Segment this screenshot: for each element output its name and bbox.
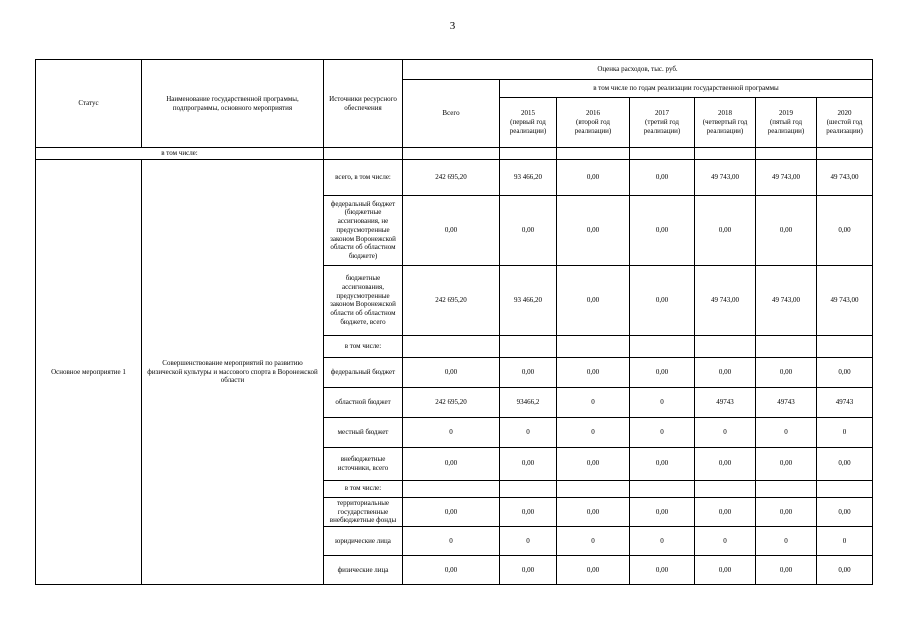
status-cell: Основное мероприятие 1 — [36, 159, 142, 584]
source-cell: местный бюджет — [324, 417, 403, 447]
header-year-label: (третий год реализации) — [643, 118, 681, 135]
source-cell: юридические лица — [324, 527, 403, 556]
header-year-number: 2018 — [718, 109, 732, 118]
year-value-cell: 0,00 — [756, 447, 817, 480]
year-value-cell: 0 — [695, 417, 756, 447]
in-total-row — [36, 148, 873, 160]
total-value-cell — [403, 480, 500, 497]
year-value-cell: 0,00 — [630, 357, 695, 387]
year-value-cell: 49 743,00 — [817, 265, 873, 335]
year-value-cell: 49743 — [695, 387, 756, 417]
source-cell: бюджетные ассигнования, предусмотренные законом Воронежской области об областном бюджете, всего — [324, 265, 403, 335]
source-cell: всего, в том числе: — [324, 159, 403, 195]
year-value-cell: 0,00 — [557, 357, 630, 387]
source-cell: в том числе: — [324, 335, 403, 357]
year-value-cell — [500, 335, 557, 357]
year-value-cell: 0 — [557, 387, 630, 417]
year-value-cell: 0,00 — [630, 447, 695, 480]
header-year-label: (шестой год реализации) — [826, 118, 863, 135]
year-value-cell: 0,00 — [630, 159, 695, 195]
year-value-cell — [557, 480, 630, 497]
total-value-cell: 242 695,20 — [403, 159, 500, 195]
year-value-cell: 0 — [817, 527, 873, 556]
header-year-2020 — [817, 98, 873, 148]
year-value-cell: 0 — [695, 527, 756, 556]
year-value-cell: 93466,2 — [500, 387, 557, 417]
year-value-cell: 0 — [817, 417, 873, 447]
year-value-cell: 0,00 — [756, 497, 817, 526]
header-year-label: (первый год реализации) — [509, 118, 547, 135]
year-value-cell: 0,00 — [695, 556, 756, 585]
header-program-name: Наименование государственной программы, подпрограммы, основного мероприятия — [142, 60, 324, 148]
header-by-years: в том числе по годам реализации государственной программы — [500, 80, 873, 98]
year-value-cell — [500, 480, 557, 497]
table-body — [36, 60, 873, 585]
year-value-cell: 0,00 — [500, 447, 557, 480]
header-year-label: (четвертый год реализации) — [702, 118, 748, 135]
year-value-cell: 93 466,20 — [500, 265, 557, 335]
year-value-cell: 0,00 — [557, 265, 630, 335]
year-value-cell: 0,00 — [557, 497, 630, 526]
source-cell: территориальные государственные внебюджетные фонды — [324, 497, 403, 526]
header-year-2017 — [630, 98, 695, 148]
year-value-cell: 0,00 — [500, 556, 557, 585]
header-year-2019 — [756, 98, 817, 148]
header-sources: Источники ресурсного обеспечения — [324, 60, 403, 148]
year-value-cell: 0,00 — [695, 357, 756, 387]
year-value-cell — [817, 480, 873, 497]
year-value-cell: 0,00 — [695, 447, 756, 480]
year-value-cell: 0 — [630, 527, 695, 556]
total-value-cell: 0,00 — [403, 556, 500, 585]
header-year-number: 2019 — [779, 109, 793, 118]
year-value-cell: 0,00 — [630, 265, 695, 335]
year-value-cell: 0,00 — [500, 357, 557, 387]
year-value-cell — [817, 335, 873, 357]
table-row — [36, 159, 873, 195]
source-cell: федеральный бюджет — [324, 357, 403, 387]
program-cell: Совершенствование мероприятий по развитию физической культуры и массового спорта в Воронежской области — [142, 159, 324, 584]
header-total: Всего — [403, 80, 500, 148]
total-value-cell: 0 — [403, 417, 500, 447]
year-value-cell: 49 743,00 — [756, 159, 817, 195]
year-value-cell — [557, 335, 630, 357]
year-value-cell: 49 743,00 — [817, 159, 873, 195]
source-cell: областной бюджет — [324, 387, 403, 417]
year-value-cell — [695, 480, 756, 497]
year-value-cell — [695, 335, 756, 357]
header-cost-estimate: Оценка расходов, тыс. руб. — [403, 60, 873, 80]
header-year-number: 2017 — [655, 109, 669, 118]
year-value-cell: 49743 — [817, 387, 873, 417]
total-value-cell: 0,00 — [403, 447, 500, 480]
year-value-cell: 0,00 — [817, 497, 873, 526]
year-value-cell: 0,00 — [756, 195, 817, 265]
year-value-cell: 0,00 — [630, 556, 695, 585]
year-value-cell: 93 466,20 — [500, 159, 557, 195]
year-value-cell: 0 — [630, 387, 695, 417]
header-year-number: 2016 — [586, 109, 600, 118]
header-row-1 — [36, 60, 873, 80]
header-year-number: 2015 — [521, 109, 535, 118]
year-value-cell: 0,00 — [557, 159, 630, 195]
header-year-2015 — [500, 98, 557, 148]
year-value-cell: 0 — [557, 417, 630, 447]
year-value-cell: 0,00 — [756, 357, 817, 387]
year-value-cell: 49743 — [756, 387, 817, 417]
year-value-cell: 0 — [756, 417, 817, 447]
year-value-cell — [630, 480, 695, 497]
year-value-cell: 0,00 — [695, 195, 756, 265]
year-value-cell: 0 — [557, 527, 630, 556]
year-value-cell: 0 — [756, 527, 817, 556]
year-value-cell: 0 — [500, 527, 557, 556]
header-year-2016 — [557, 98, 630, 148]
header-year-label: (второй год реализации) — [574, 118, 612, 135]
total-value-cell: 242 695,20 — [403, 265, 500, 335]
year-value-cell: 0,00 — [557, 556, 630, 585]
year-value-cell: 0 — [630, 417, 695, 447]
year-value-cell: 0,00 — [500, 195, 557, 265]
year-value-cell — [756, 335, 817, 357]
year-value-cell: 0,00 — [756, 556, 817, 585]
year-value-cell: 0 — [500, 417, 557, 447]
total-value-cell: 0,00 — [403, 195, 500, 265]
total-value-cell — [403, 335, 500, 357]
total-value-cell: 0 — [403, 527, 500, 556]
year-value-cell — [756, 480, 817, 497]
source-cell: физические лица — [324, 556, 403, 585]
header-year-number: 2020 — [837, 109, 852, 118]
total-value-cell: 242 695,20 — [403, 387, 500, 417]
year-value-cell: 0,00 — [817, 357, 873, 387]
year-value-cell: 0,00 — [557, 195, 630, 265]
year-value-cell: 0,00 — [630, 195, 695, 265]
total-value-cell: 0,00 — [403, 357, 500, 387]
year-value-cell — [630, 335, 695, 357]
page-number: 3 — [449, 20, 456, 32]
year-value-cell: 0,00 — [500, 497, 557, 526]
header-status: Статус — [36, 60, 142, 148]
year-value-cell: 49 743,00 — [695, 159, 756, 195]
source-cell: в том числе: — [324, 480, 403, 497]
year-value-cell: 0,00 — [695, 497, 756, 526]
year-value-cell: 49 743,00 — [695, 265, 756, 335]
in-total-label: в том числе: — [36, 148, 324, 160]
total-value-cell: 0,00 — [403, 497, 500, 526]
year-value-cell: 0,00 — [817, 195, 873, 265]
year-value-cell: 49 743,00 — [756, 265, 817, 335]
year-value-cell: 0,00 — [817, 556, 873, 585]
source-cell: федеральный бюджет (бюджетные ассигнования, не предусмотренные законом Воронежской области об областном бюджете) — [324, 195, 403, 265]
year-value-cell: 0,00 — [557, 447, 630, 480]
header-year-2018 — [695, 98, 756, 148]
year-value-cell: 0,00 — [817, 447, 873, 480]
source-cell: внебюджетные источники, всего — [324, 447, 403, 480]
year-value-cell: 0,00 — [630, 497, 695, 526]
header-year-label: (пятый год реализации) — [767, 118, 805, 135]
expense-table — [35, 59, 873, 585]
